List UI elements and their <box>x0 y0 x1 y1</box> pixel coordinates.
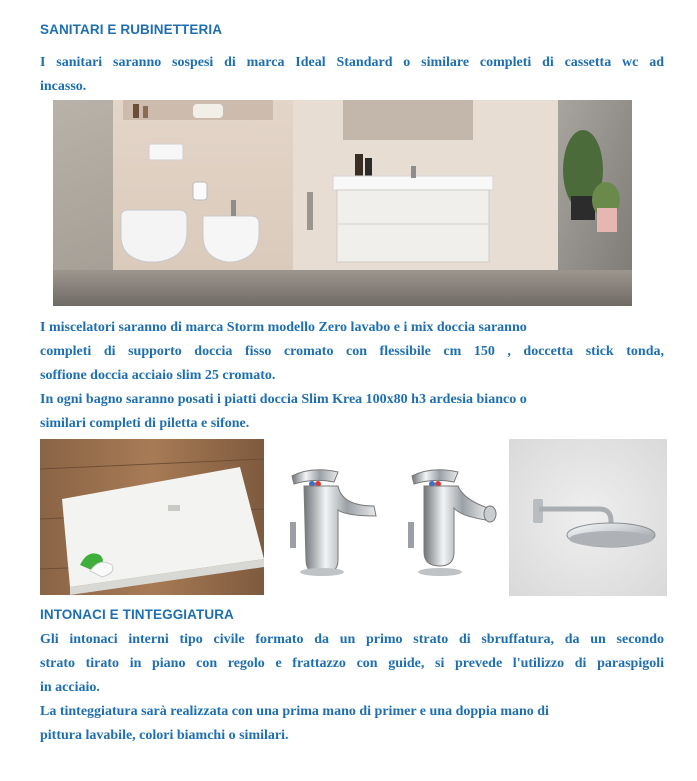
paragraph-line: pittura lavabile, colori biamchi o similari. <box>40 728 289 743</box>
paragraph-line: in acciaio. <box>40 680 100 695</box>
intonaci-body-paragraph <box>40 628 664 748</box>
paragraph-line: I sanitari saranno sospesi di marca Ideal Standard o similare completi di cassetta wc ad <box>40 55 664 70</box>
paragraph-line: In ogni bagno saranno posati i piatti doccia Slim Krea 100x80 h3 ardesia bianco o <box>40 392 527 407</box>
paragraph-line: strato tirato in piano con regolo e frattazzo con guide, si prevede l'utilizzo di paraspigoli <box>40 656 664 671</box>
shower-head-photo <box>509 439 667 596</box>
basin-mixer-photo <box>282 462 382 580</box>
paragraph-line: La tinteggiatura sarà realizzata con una prima mano di primer e una doppia mano di <box>40 704 549 719</box>
paragraph-line: Gli intonaci interni tipo civile formato da un primo strato di sbruffatura, da un secondo <box>40 632 664 647</box>
bidet-mixer-photo <box>402 462 502 580</box>
section-title-sanitari: SANITARI E RUBINETTERIA <box>40 22 223 37</box>
paragraph-line: incasso. <box>40 79 87 94</box>
paragraph-line: I miscelatori saranno di marca Storm modello Zero lavabo e i mix doccia saranno <box>40 320 527 335</box>
paragraph-line: soffione doccia acciaio slim 25 cromato. <box>40 368 276 383</box>
sanitari-body-paragraph <box>40 316 664 436</box>
paragraph-line: completi di supporto doccia fisso cromato con flessibile cm 150 , doccetta stick tonda, <box>40 344 664 359</box>
shower-tray-photo <box>40 439 264 595</box>
paragraph-line: similari completi di piletta e sifone. <box>40 416 250 431</box>
sanitari-intro-paragraph <box>40 51 664 99</box>
section-title-intonaci: INTONACI E TINTEGGIATURA <box>40 607 234 622</box>
bathroom-photo <box>53 100 632 306</box>
